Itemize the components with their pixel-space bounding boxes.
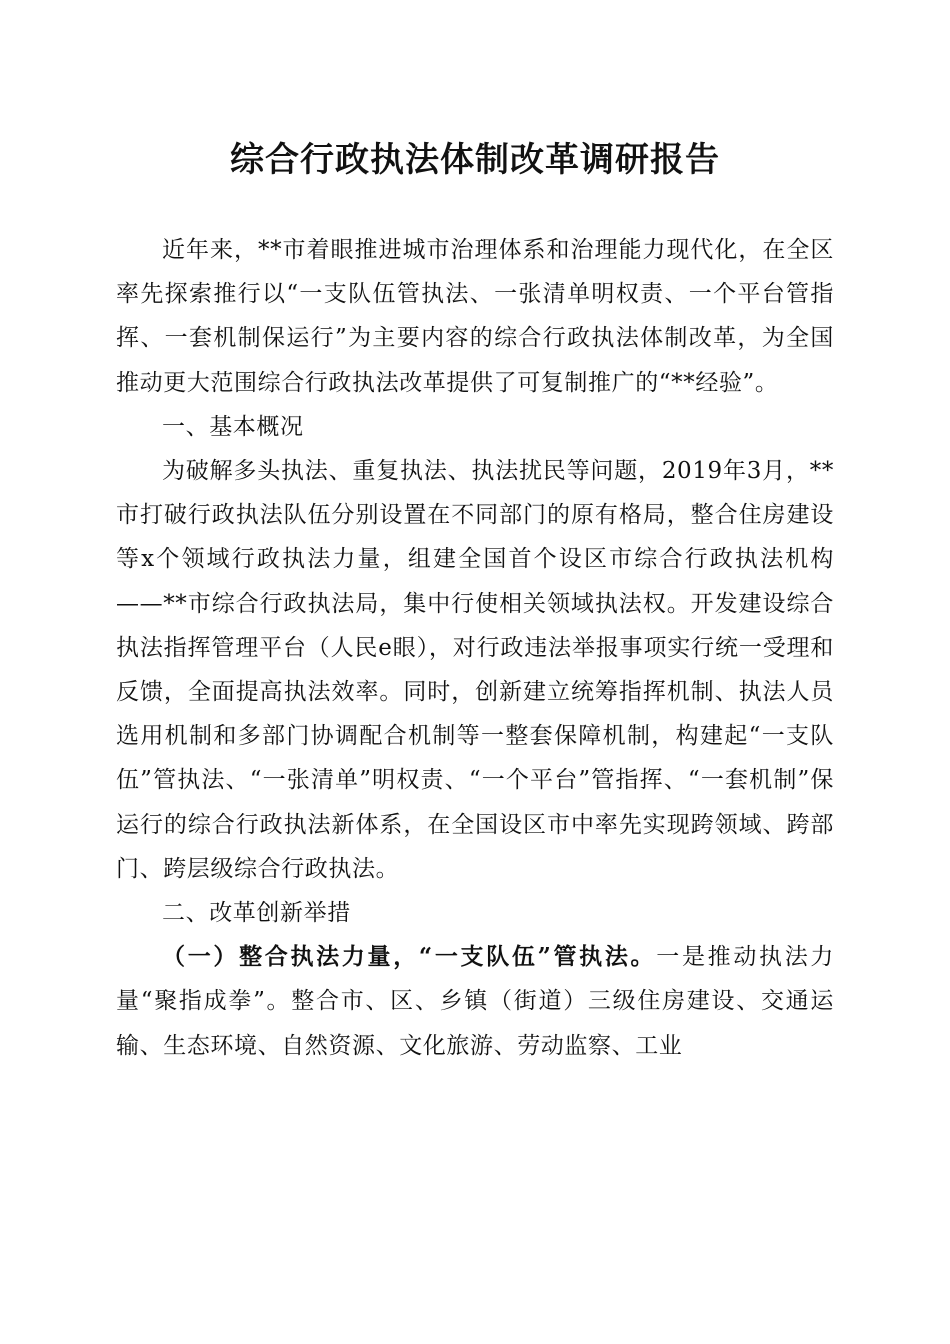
document-title: 综合行政执法体制改革调研报告 (230, 140, 720, 180)
basic-overview-paragraph: 为破解多头执法、重复执法、执法扰民等问题，2019年3月，**市打破行政执法队伍分别设置在不同部门的原有格局，整合住房建设等x个领域行政执法力量，组建全国首个设区市综合行政执法机构——**市综合行政执法局，集中行使相关领域执法权。开发建设综合执法指挥管理平台（人民e眼），对行政违法举报事项实行统一受理和反馈，全面提高执法效率。同时，创新建立统筹指挥机制、执法人员选用机制和多部门协调配合机制等一整套保障机制，构建起“一支队伍”管执法、“一张清单”明权责、“一个平台”管指挥、“一套机制”保运行的综合行政执法新体系，在全国设区市中率先实现跨领域、跨部门、跨层级综合行政执法。 (116, 458, 834, 882)
section-heading-basic-overview: 一、基本概况 (162, 413, 304, 440)
subsection-body-text: 一是推动执法力量“聚指成拳”。整合市、区、乡镇（街道）三级住房建设、交通运输、生态环境、自然资源、文化旅游、劳动监察、工业 (116, 944, 834, 1059)
document-body (116, 228, 834, 1068)
subsection-heading-integrate-forces: （一）整合执法力量，“一支队伍”管执法。 (162, 943, 657, 971)
reform-measure-paragraph (116, 935, 834, 1068)
section-heading-reform-measures: 二、改革创新举措 (162, 900, 351, 927)
intro-paragraph: 近年来，**市着眼推进城市治理体系和治理能力现代化，在全区率先探索推行以“一支队伍管执法、一张清单明权责、一个平台管指挥、一套机制保运行”为主要内容的综合行政执法体制改革，为全国推动更大范围综合行政执法改革提供了可复制推广的“**经验”。 (116, 237, 834, 396)
